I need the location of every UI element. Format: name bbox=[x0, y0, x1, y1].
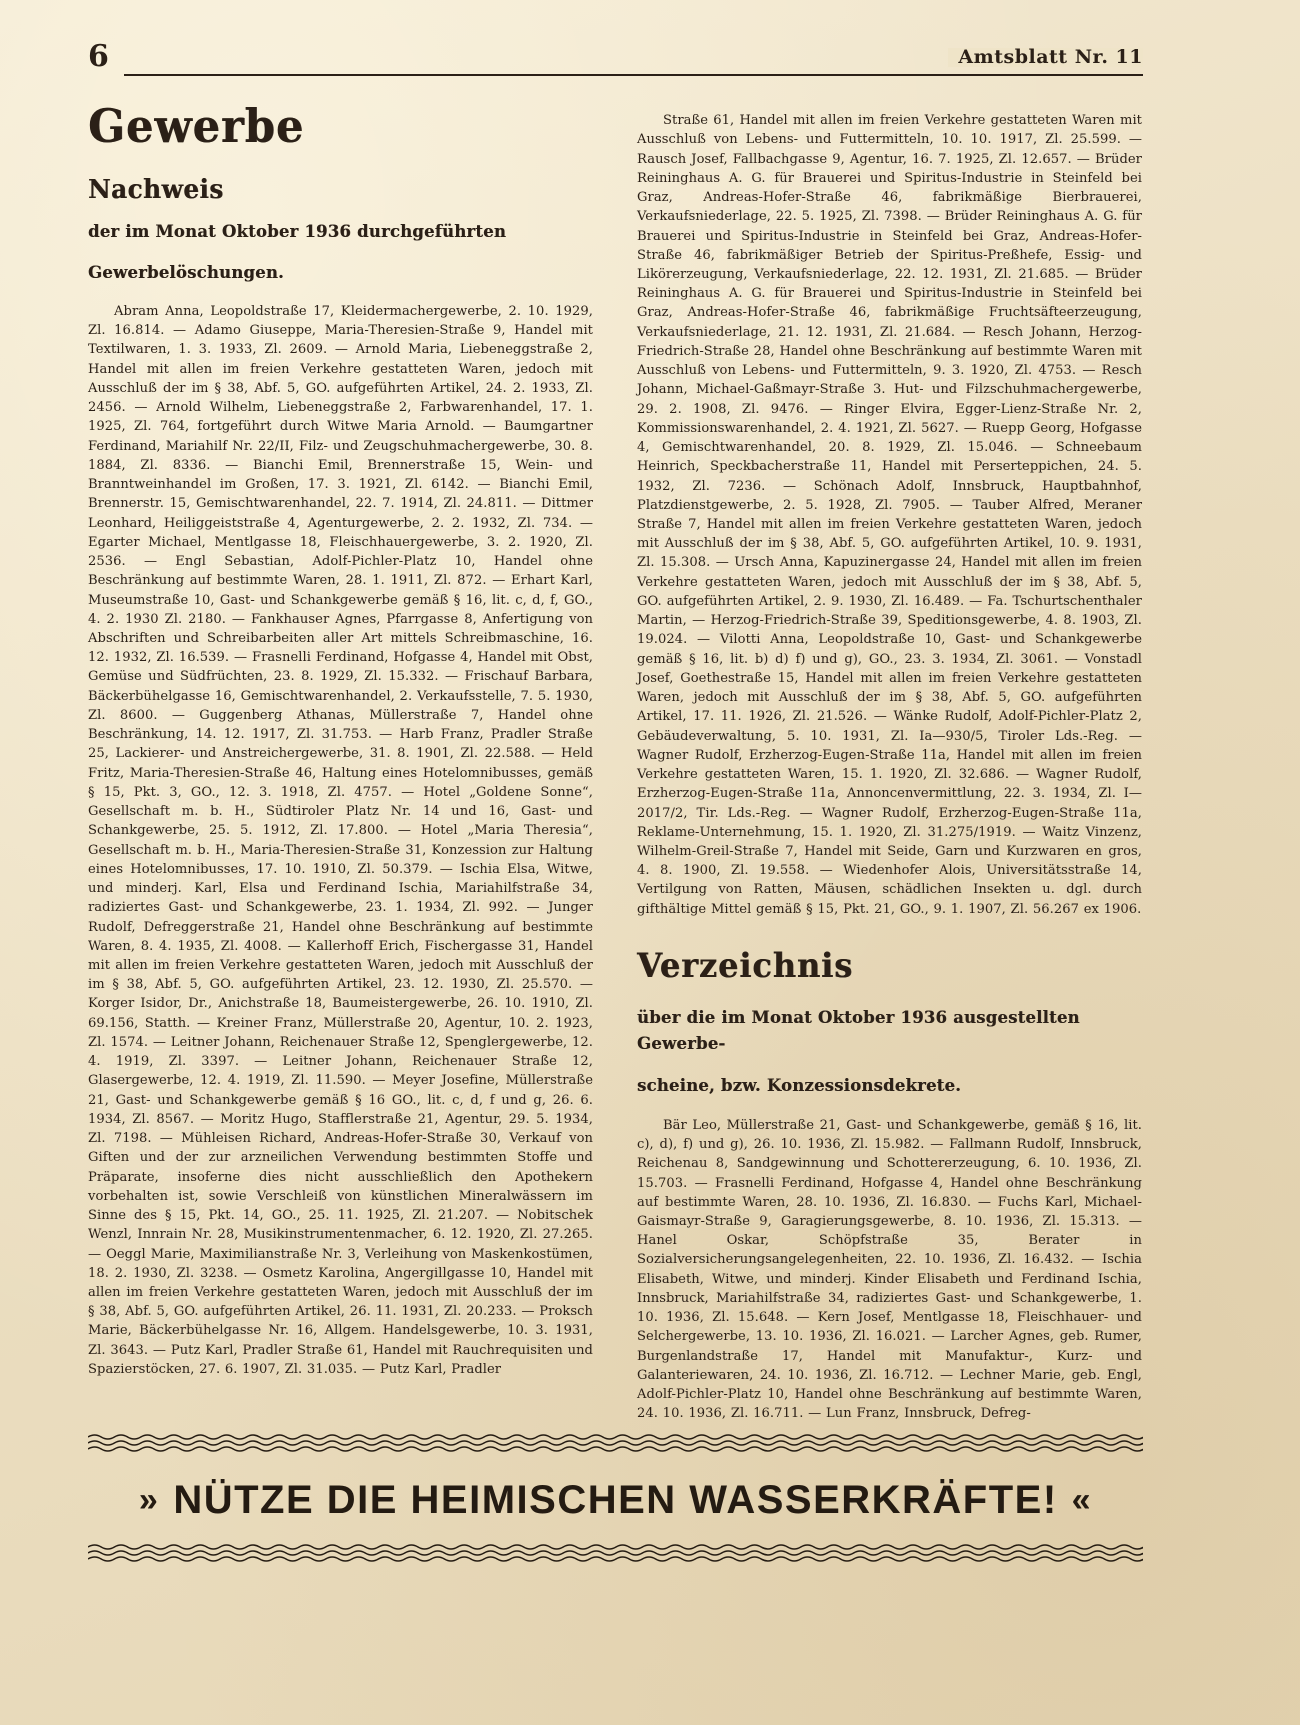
section2 bbox=[637, 945, 1142, 1424]
page-number: 6 bbox=[88, 39, 109, 74]
column-right bbox=[637, 98, 1142, 1422]
banner-slogan-text: NÜTZE DIE HEIMISCHEN WASSERKRÄFTE! bbox=[173, 1478, 1058, 1522]
section2-lead-line1: über die im Monat Oktober 1936 ausgestellten Gewerbe- bbox=[637, 1007, 1080, 1054]
section2-lead-line2: scheine, bzw. Konzessionsdekrete. bbox=[637, 1076, 962, 1096]
section1-body-right: Straße 61, Handel mit allen im freien Verkehre gestatteten Waren mit Ausschluß von Lebens- und Futtermitteln, 10. 10. 1917, Zl. 25.599. — Rausch Josef, Fallbachgasse 9, Agentur, 16. 7. 1925, Zl. 12.657. — Brüder Reininghaus A. G. für Brauerei und Spiritus-Industrie in Steinfeld bei Graz, Andreas-Hofer-Straße 46, fabrikmäßige Bierbrauerei, Verkaufsniederlage, 22. 5. 1925, Zl. 7398. — Brüder Reininghaus A. G. für Brauerei und Spiritus-Industrie in Steinfeld bei Graz, Andreas-Hofer-Straße 46, fabrikmäßiger Betrieb der Spiritus-Preßhefe, Essig- und Likörerzeugung, Verkaufsniederlage, 22. 12. 1931, Zl. 21.685. — Brüder Reininghaus A. G. für Brauerei und Spiritus-Industrie in Steinfeld bei Graz, Andreas-Hofer-Straße 46, fabrikmäßige Fruchtsäfteerzeugung, Verkaufsniederlage, 21. 12. 1931, Zl. 21.684. — Resch Johann, Herzog-Friedrich-Straße 28, Handel ohne Beschränkung auf bestimmte Waren mit Ausschluß von Lebens- und Futtermitteln, 9. 3. 1920, Zl. 4753. — Resch Johann, Michael-Gaßmayr-Straße 3. Hut- und Filzschuhmachergewerbe, 29. 2. 1908, Zl. 9476. — Ringer Elvira, Egger-Lienz-Straße Nr. 2, Kommissionswarenhandel, 2. 4. 1921, Zl. 5627. — Ruepp Georg, Hofgasse 4, Gemischtwarenhandel, 20. 8. 1929, Zl. 15.046. — Schneebaum Heinrich, Speckbacherstraße 11, Handel mit Perserteppichen, 24. 5. 1932, Zl. 7236. — Schönach Adolf, Innsbruck, Hauptbahnhof, Platzdienstgewerbe, 2. 5. 1928, Zl. 7905. — Tauber Alfred, Meraner Straße 7, Handel mit allen im freien Verkehre gestatteten Waren, jedoch mit Ausschluß der im § 38, Abf. 5, GO. aufgeführten Artikel, 10. 9. 1931, Zl. 15.308. — Ursch Anna, Kapuzinergasse 24, Handel mit allen im freien Verkehre gestatteten Waren, jedoch mit Ausschluß der im § 38, Abf. 5, GO. aufgeführten Artikel, 2. 9. 1930, Zl. 16.489. — Fa. Tschurtschenthaler Martin, — Herzog-Friedrich-Straße 39, Speditionsgewerbe, 4. 8. 1903, Zl. 19.024. — Vilotti Anna, Leopoldstraße 10, Gast- und Schankgewerbe gemäß § 16, lit. b) d) f) und g), GO., 23. 3. 1934, Zl. 3061. — Vonstadl Josef, Goethestraße 15, Handel mit allen im freien Verkehre gestatteten Waren, jedoch mit Ausschluß der im § 38, Abf. 5, GO. aufgeführten Artikel, 17. 11. 1926, Zl. 21.526. — Wänke Rudolf, Adolf-Pichler-Platz 2, Gebäudeverwaltung, 5. 10. 1931, Zl. Ia—930/5, Tiroler Lds.-Reg. — Wagner Rudolf, Erzherzog-Eugen-Straße 11a, Handel mit allen im freien Verkehre gestatteten Waren, 15. 1. 1920, Zl. 32.686. — Wagner Rudolf, Erzherzog-Eugen-Straße 11a, Annoncenvermittlung, 22. 3. 1934, Zl. I—2017/2, Tir. Lds.-Reg. — Wagner Rudolf, Erzherzog-Eugen-Straße 11a, Reklame-Unternehmung, 15. 1. 1920, Zl. 31.275/1919. — Waitz Vinzenz, Wilhelm-Greil-Straße 7, Handel mit Seide, Garn und Kurzwaren en gros, 4. 8. 1900, Zl. 19.558. — Wiedenhofer Alois, Universitätsstraße 14, Vertilgung von Ratten, Mäusen, schädlichen Insekten u. dgl. durch gifthältige Mittel gemäß § 15, Pkt. 21, GO., 9. 1. 1907, Zl. 56.267 ex 1906. bbox=[637, 113, 1142, 917]
page-sheet bbox=[88, 39, 1143, 1606]
wave-divider-top-icon bbox=[88, 1434, 1143, 1454]
section-title-verzeichnis: Verzeichnis bbox=[637, 945, 854, 986]
guillemet-right-icon: « bbox=[1071, 1481, 1093, 1519]
section2-body: Bär Leo, Müllerstraße 21, Gast- und Schankgewerbe, gemäß § 16, lit. c), d), f) und g), 26. 10. 1936, Zl. 15.982. — Fallmann Rudolf, Innsbruck, Reichenau 8, Sandgewinnung und Schottererzeugung, 6. 10. 1936, Zl. 15.703. — Frasnelli Ferdinand, Hofgasse 4, Handel ohne Beschränkung auf bestimmte Waren, 28. 10. 1936, Zl. 16.830. — Fuchs Karl, Michael-Gaismayr-Straße 9, Garagierungsgewerbe, 8. 10. 1936, Zl. 15.313. — Hanel Oskar, Schöpfstraße 35, Berater in Sozialversicherungsangelegenheiten, 22. 10. 1936, Zl. 16.432. — Ischia Elisabeth, Witwe, und minderj. Kinder Elisabeth und Ferdinand Ischia, Innsbruck, Mariahilfstraße 34, radiziertes Gast- und Schankgewerbe, 1. 10. 1936, Zl. 15.648. — Kern Josef, Mentlgasse 18, Fleischhauer- und Selchergewerbe, 13. 10. 1936, Zl. 16.021. — Larcher Agnes, geb. Rumer, Burgenlandstraße 17, Handel mit Manufaktur-, Kurz- und Galanteriewaren, 24. 10. 1936, Zl. 16.712. — Lechner Marie, geb. Engl, Adolf-Pichler-Platz 10, Handel ohne Beschränkung auf bestimmte Waren, 24. 10. 1936, Zl. 16.711. — Lun Franz, Innsbruck, Defreg- bbox=[637, 1117, 1142, 1422]
guillemet-left-icon: » bbox=[138, 1481, 160, 1519]
section1-body-left: Abram Anna, Leopoldstraße 17, Kleidermachergewerbe, 2. 10. 1929, Zl. 16.814. — Adamo Giuseppe, Maria-Theresien-Straße 9, Handel mit Textilwaren, 1. 3. 1933, Zl. 2609. — Arnold Maria, Liebeneggstraße 2, Handel mit allen im freien Verkehre gestatteten Waren, jedoch mit Ausschluß der im § 38, Abf. 5, GO. aufgeführten Artikel, 24. 2. 1933, Zl. 2456. — Arnold Wilhelm, Liebeneggstraße 2, Farbwarenhandel, 17. 1. 1925, Zl. 764, fortgeführt durch Witwe Maria Arnold. — Baumgartner Ferdinand, Mariahilf Nr. 22/II, Filz- und Zeugschuhmachergewerbe, 30. 8. 1884, Zl. 8336. — Bianchi Emil, Brennerstraße 15, Wein- und Branntweinhandel im Großen, 17. 3. 1921, Zl. 6142. — Bianchi Emil, Brennerstr. 15, Gemischtwarenhandel, 22. 7. 1914, Zl. 24.811. — Dittmer Leonhard, Heiliggeiststraße 4, Agenturgewerbe, 2. 2. 1932, Zl. 734. — Egarter Michael, Mentlgasse 18, Fleischhauergewerbe, 3. 2. 1920, Zl. 2536. — Engl Sebastian, Adolf-Pichler-Platz 10, Handel ohne Beschränkung auf bestimmte Waren, 28. 1. 1911, Zl. 872. — Erhart Karl, Museumstraße 10, Gast- und Schankgewerbe gemäß § 16, lit. c, d, f, GO., 4. 2. 1930 Zl. 2180. — Fankhauser Agnes, Pfarrgasse 8, Anfertigung von Abschriften und Schreibarbeiten aller Art mittels Schreibmaschine, 16. 12. 1932, Zl. 16.539. — Frasnelli Ferdinand, Hofgasse 4, Handel mit Obst, Gemüse und Südfrüchten, 23. 8. 1929, Zl. 15.332. — Frischauf Barbara, Bäckerbühelgasse 16, Gemischtwarenhandel, 2. Verkaufsstelle, 7. 5. 1930, Zl. 8600. — Guggenberg Athanas, Müllerstraße 7, Handel ohne Beschränkung, 14. 12. 1917, Zl. 31.753. — Harb Franz, Pradler Straße 25, Lackierer- und Anstreichergewerbe, 31. 8. 1901, Zl. 22.588. — Held Fritz, Maria-Theresien-Straße 46, Haltung eines Hotelomnibusses, gemäß § 15, Pkt. 3, GO., 12. 3. 1918, Zl. 4757. — Hotel „Goldene Sonne“, Gesellschaft m. b. H., Südtiroler Platz Nr. 14 und 16, Gast- und Schankgewerbe, 25. 5. 1912, Zl. 17.800. — Hotel „Maria Theresia“, Gesellschaft m. b. H., Maria-Theresien-Straße 31, Konzession zur Haltung eines Hotelomnibusses, 17. 10. 1910, Zl. 50.379. — Ischia Elsa, Witwe, und minderj. Karl, Elsa und Ferdinand Ischia, Mariahilfstraße 34, radiziertes Gast- und Schankgewerbe, 23. 1. 1934, Zl. 992. — Junger Rudolf, Defreggerstraße 21, Handel ohne Beschränkung auf bestimmte Waren, 8. 4. 1935, Zl. 4008. — Kallerhoff Erich, Fischergasse 31, Handel mit allen im freien Verkehre gestatteten Waren, jedoch mit Ausschluß der im § 38, Abf. 5, GO. aufgeführten Artikel, 23. 12. 1930, Zl. 25.570. — Korger Isidor, Dr., Anichstraße 18, Baumeistergewerbe, 26. 10. 1910, Zl. 69.156, Statth. — Kreiner Franz, Müllerstraße 20, Agentur, 10. 2. 1923, Zl. 1574. — Leitner Johann, Reichenauer Straße 12, Spenglergewerbe, 12. 4. 1919, Zl. 3397. — Leitner Johann, Reichenauer Straße 12, Glasergewerbe, 12. 4. 1919, Zl. 11.590. — Meyer Josefine, Müllerstraße 21, Gast- und Schankgewerbe gemäß § 16 GO., lit. c, d, f und g, 26. 6. 1934, Zl. 8567. — Moritz Hugo, Stafflerstraße 21, Agentur, 29. 5. 1934, Zl. 7198. — Mühleisen Richard, Andreas-Hofer-Straße 30, Verkauf von Giften und der zur arzneilichen Verwendung bestimmten Stoffe und Präparate, insoferne dies nicht ausschließlich den Apothekern vorbehalten ist, sowie Verschleiß von künstlichen Mineralwässern im Sinne des § 15, Pkt. 14, GO., 25. 11. 1925, Zl. 21.207. — Nobitschek Wenzl, Innrain Nr. 28, Musikinstrumentenmacher, 6. 12. 1920, Zl. 27.265. — Oeggl Marie, Maximilianstraße Nr. 3, Verleihung von Maskenkostümen, 18. 2. 1930, Zl. 3238. — Osmetz Karolina, Angergillgasse 10, Handel mit allen im freien Verkehre gestatteten Waren, jedoch mit Ausschluß der im § 38, Abf. 5, GO. aufgeführten Artikel, 26. 11. 1931, Zl. 20.233. — Proksch Marie, Bäckerbühelgasse Nr. 16, Allgem. Handelsgewerbe, 10. 3. 1931, Zl. 3643. — Putz Karl, Pradler Straße 61, Handel mit Rauchrequisiten und Spazierstöcken, 27. 6. 1907, Zl. 31.035. — Putz Karl, Pradler bbox=[88, 304, 593, 1377]
issue-title: Amtsblatt Nr. 11 bbox=[948, 48, 1143, 67]
wave-divider-bottom-icon bbox=[88, 1544, 1143, 1564]
column-container bbox=[88, 98, 1143, 1422]
banner-slogan bbox=[88, 1454, 1143, 1544]
footer-banner bbox=[88, 1434, 1143, 1606]
section1-lead-line1: der im Monat Oktober 1936 durchgeführten bbox=[88, 221, 507, 241]
section1-lead-line2: Gewerbelöschungen. bbox=[88, 263, 284, 283]
section-subtitle-nachweis: Nachweis bbox=[88, 175, 224, 206]
header-rule bbox=[124, 74, 1143, 76]
page-header bbox=[88, 39, 1143, 88]
section-title-gewerbe: Gewerbe bbox=[88, 99, 305, 153]
column-left bbox=[88, 98, 593, 1408]
